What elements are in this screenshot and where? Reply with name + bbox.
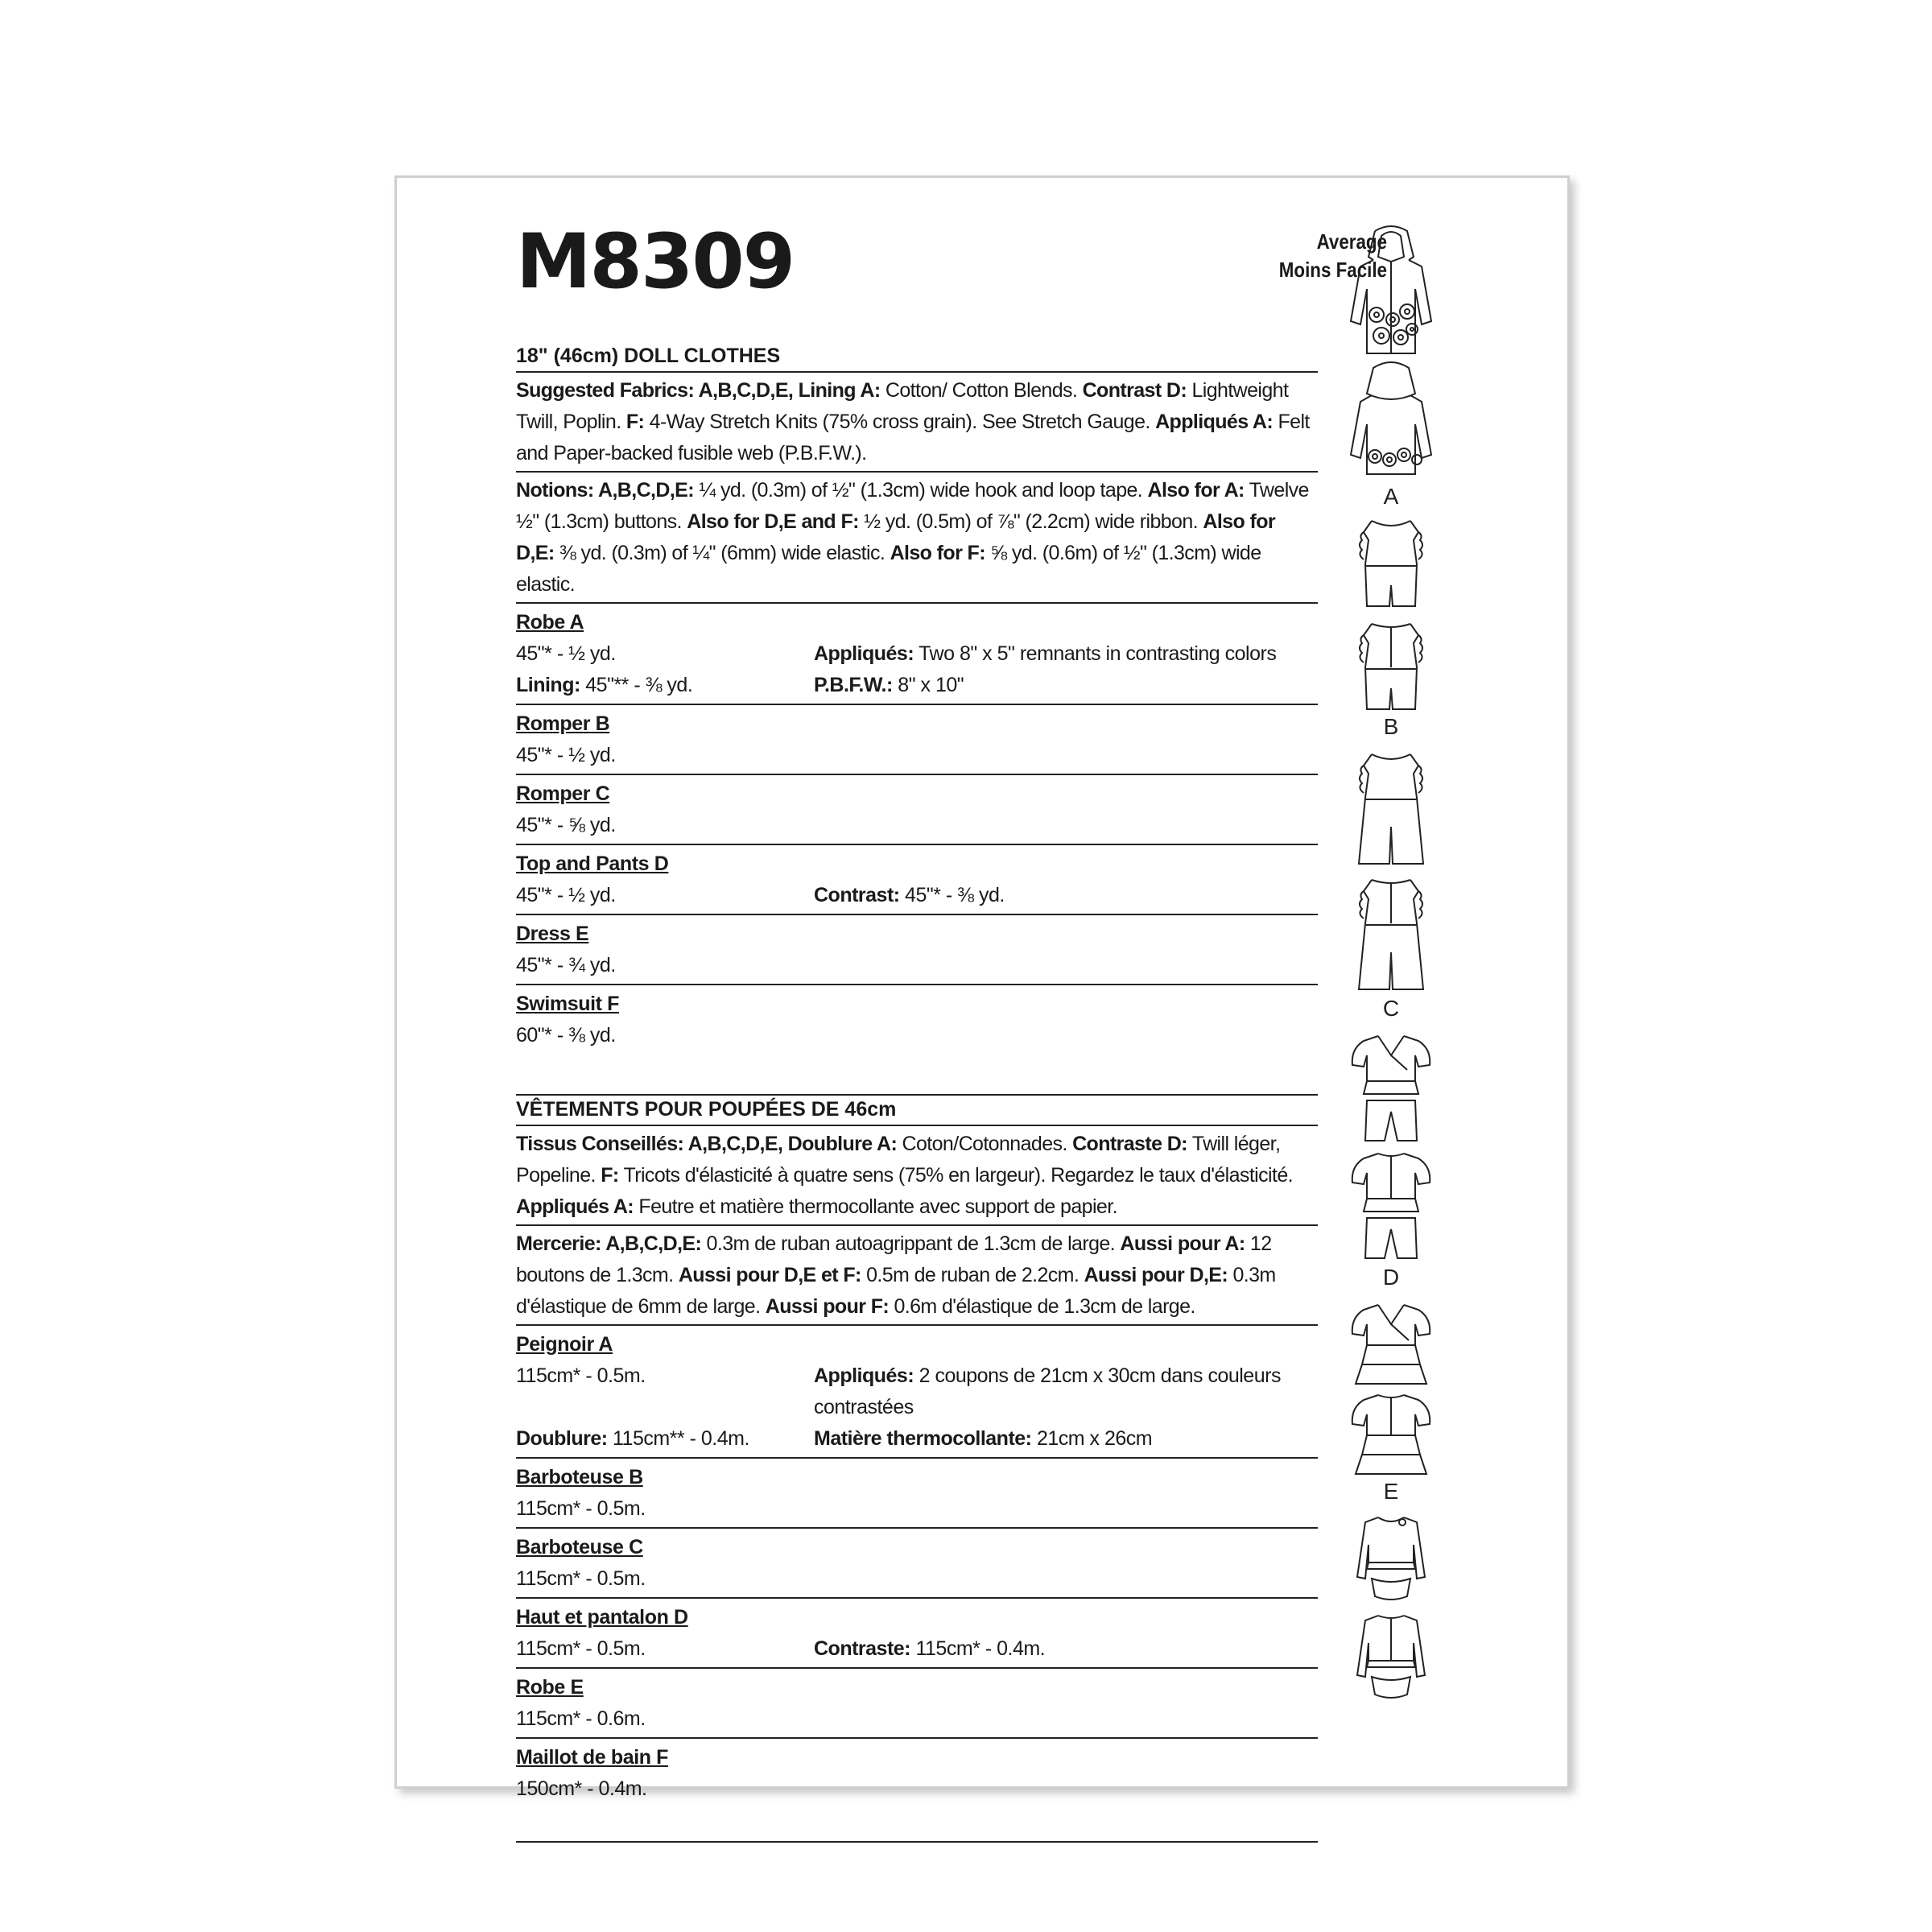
notions-text: 0.3m de ruban autoagrippant de 1.3cm de large. bbox=[701, 1232, 1121, 1255]
notions-label: Mercerie: A,B,C,D,E: bbox=[516, 1232, 702, 1255]
romper-c-back-illustration bbox=[1343, 875, 1439, 996]
fabric-yardage: 115cm* - 0.5m. bbox=[516, 1497, 646, 1520]
section-heading: Barboteuse C bbox=[516, 1536, 643, 1558]
fabric-yardage: 115cm* - 0.5m. bbox=[516, 1364, 646, 1387]
section-heading: Haut et pantalon D bbox=[516, 1606, 688, 1629]
romper-c-section bbox=[516, 775, 1318, 845]
notions bbox=[516, 473, 1318, 604]
notions-text: 12 boutons de 1.3cm. bbox=[516, 1232, 1272, 1286]
lining-label: Doublure: bbox=[516, 1427, 608, 1450]
fabrics-text: 4-Way Stretch Knits (75% cross grain). See Stretch Gauge. bbox=[644, 411, 1156, 433]
view-letter-d: D bbox=[1382, 1265, 1400, 1290]
notions-text: ½ yd. (0.5m) of ⅞" (2.2cm) wide ribbon. bbox=[858, 510, 1203, 533]
barboteuse-c-section bbox=[516, 1529, 1318, 1599]
section-heading: Romper C bbox=[516, 782, 610, 805]
lining-value: 115cm** - 0.4m. bbox=[607, 1427, 749, 1450]
suggested-fabrics bbox=[516, 373, 1318, 473]
fabrics-text: Feutre et matière thermocollante avec support de papier. bbox=[634, 1195, 1117, 1218]
notions-text: 0.5m de ruban de 2.2cm. bbox=[861, 1264, 1084, 1286]
fabrics-f-label: F: bbox=[601, 1164, 619, 1187]
fabric-yardage: 45"* - ⅝ yd. bbox=[516, 814, 616, 836]
pbfw-label: P.B.F.W.: bbox=[814, 674, 893, 696]
robe-a-back-illustration bbox=[1343, 361, 1439, 482]
swimsuit-f-back-illustration bbox=[1343, 1611, 1439, 1707]
fabric-yardage: 115cm* - 0.5m. bbox=[516, 1637, 646, 1660]
notions-text: 0.3m d'élastique de 6mm de large. bbox=[516, 1264, 1276, 1318]
fabric-yardage: 45"* - ¾ yd. bbox=[516, 954, 616, 976]
fabric-yardage: 45"* - ½ yd. bbox=[516, 884, 616, 906]
pattern-text bbox=[516, 218, 1318, 1843]
swimsuit-f-front-illustration bbox=[1343, 1513, 1439, 1609]
view-letter-e bbox=[1343, 1479, 1439, 1505]
section-heading: Robe E bbox=[516, 1676, 584, 1699]
pattern-code: M8309 bbox=[516, 218, 795, 306]
fabrics-appliques-label: Appliqués A: bbox=[516, 1195, 634, 1218]
view-letter-e-text: E bbox=[1383, 1479, 1399, 1504]
section-heading: Dress E bbox=[516, 923, 589, 945]
contrast-value: 115cm* - 0.4m. bbox=[910, 1637, 1046, 1660]
section-heading: Top and Pants D bbox=[516, 852, 669, 875]
fabrics-text: Cotton/ Cotton Blends. bbox=[880, 379, 1083, 402]
barboteuse-b-section bbox=[516, 1459, 1318, 1529]
fabrics-text: Felt and Paper-backed fusible web (P.B.F.W.). bbox=[516, 411, 1310, 464]
pattern-sheet bbox=[394, 175, 1570, 1800]
appliques-value: Two 8" x 5" remnants in contrasting colors bbox=[914, 642, 1277, 665]
french-title: VÊTEMENTS POUR POUPÉES DE 46cm bbox=[516, 1096, 1318, 1126]
tissus-conseilles bbox=[516, 1126, 1318, 1226]
lining-label: Lining: bbox=[516, 674, 580, 696]
contrast-label: Contrast: bbox=[814, 884, 900, 906]
haut-pantalon-d-section bbox=[516, 1599, 1318, 1669]
fabric-yardage: 45"* - ½ yd. bbox=[516, 744, 616, 766]
contrast-value: 45"* - ⅜ yd. bbox=[899, 884, 1005, 906]
fabrics-text: Coton/Cotonnades. bbox=[897, 1133, 1073, 1155]
romper-b-front-illustration bbox=[1343, 516, 1439, 613]
fabrics-text: Tricots d'élasticité à quatre sens (75% en largeur). Regardez le taux d'élasticité. bbox=[618, 1164, 1293, 1187]
fabrics-f-label: F: bbox=[625, 411, 645, 433]
appliques-value: 2 coupons de 21cm x 30cm dans couleurs contrastées bbox=[814, 1364, 1281, 1418]
fabrics-appliques-label: Appliqués A: bbox=[1155, 411, 1274, 433]
divider bbox=[516, 1054, 1318, 1096]
notions-text: ⅝ yd. (0.6m) of ½" (1.3cm) wide elastic. bbox=[516, 542, 1261, 596]
section-heading: Swimsuit F bbox=[516, 993, 619, 1015]
peignoir-a-section bbox=[516, 1326, 1318, 1459]
difficulty-fr: Moins Facile bbox=[1278, 258, 1387, 282]
section-heading: Barboteuse B bbox=[516, 1466, 643, 1488]
notions-also-label: Also for A: bbox=[1147, 479, 1245, 502]
divider bbox=[516, 1807, 1318, 1843]
view-letter-c: C bbox=[1382, 996, 1400, 1021]
dress-e-back-illustration bbox=[1343, 1390, 1439, 1479]
notions-also-label: Aussi pour D,E: bbox=[1084, 1264, 1228, 1286]
fabrics-label: Suggested Fabrics: A,B,C,D,E, Lining A: bbox=[516, 379, 881, 402]
fabrics-contrast-label: Contraste D: bbox=[1072, 1133, 1187, 1155]
section-heading: Maillot de bain F bbox=[516, 1746, 669, 1769]
section-heading: Romper B bbox=[516, 712, 610, 735]
notions-also-label: Aussi pour F: bbox=[765, 1295, 890, 1318]
notions-text: ⅜ yd. (0.3m) of ¼" (6mm) wide elastic. bbox=[554, 542, 890, 564]
fabric-yardage: 115cm* - 0.5m. bbox=[516, 1567, 646, 1590]
english-title: 18" (46cm) DOLL CLOTHES bbox=[516, 342, 1318, 373]
notions-also-label: Also for D,E and F: bbox=[687, 510, 859, 533]
romper-c-front-illustration bbox=[1343, 749, 1439, 870]
fabrics-text: Twill léger, Popeline. bbox=[516, 1133, 1281, 1187]
contrast-label: Contraste: bbox=[814, 1637, 911, 1660]
notions-also-label: Also for D,E: bbox=[516, 510, 1276, 564]
section-heading: Robe A bbox=[516, 611, 584, 634]
pbfw-value: 8" x 10" bbox=[892, 674, 964, 696]
thermo-value: 21cm x 26cm bbox=[1031, 1427, 1153, 1450]
fabric-yardage: 60"* - ⅜ yd. bbox=[516, 1024, 616, 1046]
section-heading: Peignoir A bbox=[516, 1333, 613, 1356]
difficulty-en: Average bbox=[1316, 229, 1387, 254]
appliques-label: Appliqués: bbox=[814, 1364, 914, 1387]
romper-b-back-illustration bbox=[1343, 619, 1439, 716]
swimsuit-f-section bbox=[516, 985, 1318, 1054]
notions-also-label: Aussi pour D,E et F: bbox=[678, 1264, 861, 1286]
robe-a-front-illustration bbox=[1343, 225, 1439, 369]
mercerie bbox=[516, 1226, 1318, 1326]
fabrics-contrast-label: Contrast D: bbox=[1082, 379, 1187, 402]
notions-text: 0.6m d'élastique de 1.3cm de large. bbox=[889, 1295, 1195, 1318]
fabrics-label: Tissus Conseillés: A,B,C,D,E, Doublure A: bbox=[516, 1133, 898, 1155]
view-letter-b: B bbox=[1383, 714, 1399, 739]
top-pants-d-section bbox=[516, 845, 1318, 915]
lining-value: 45"** - ⅜ yd. bbox=[580, 674, 693, 696]
notions-text: ¼ yd. (0.3m) of ½" (1.3cm) wide hook and loop tape. bbox=[694, 479, 1148, 502]
robe-a-section bbox=[516, 604, 1318, 705]
top-pants-d-front-illustration bbox=[1343, 1031, 1439, 1144]
romper-b-section bbox=[516, 705, 1318, 775]
thermo-label: Matière thermocollante: bbox=[814, 1427, 1032, 1450]
dress-e-front-illustration bbox=[1343, 1300, 1439, 1389]
notions-text: Twelve ½" (1.3cm) buttons. bbox=[516, 479, 1309, 533]
notions-label: Notions: A,B,C,D,E: bbox=[516, 479, 694, 502]
top-pants-d-back-illustration bbox=[1343, 1149, 1439, 1261]
maillot-f-section bbox=[516, 1739, 1318, 1807]
fabric-yardage: 45"* - ½ yd. bbox=[516, 642, 616, 665]
dress-e-section bbox=[516, 915, 1318, 985]
notions-also-label: Aussi pour A: bbox=[1120, 1232, 1245, 1255]
robe-e-section bbox=[516, 1669, 1318, 1739]
appliques-label: Appliqués: bbox=[814, 642, 914, 665]
fabric-yardage: 115cm* - 0.6m. bbox=[516, 1707, 646, 1730]
fabrics-text: Lightweight Twill, Poplin. bbox=[516, 379, 1289, 433]
fabric-yardage: 150cm* - 0.4m. bbox=[516, 1777, 647, 1800]
view-letter-a: A bbox=[1383, 484, 1399, 509]
notions-also-label: Also for F: bbox=[890, 542, 985, 564]
